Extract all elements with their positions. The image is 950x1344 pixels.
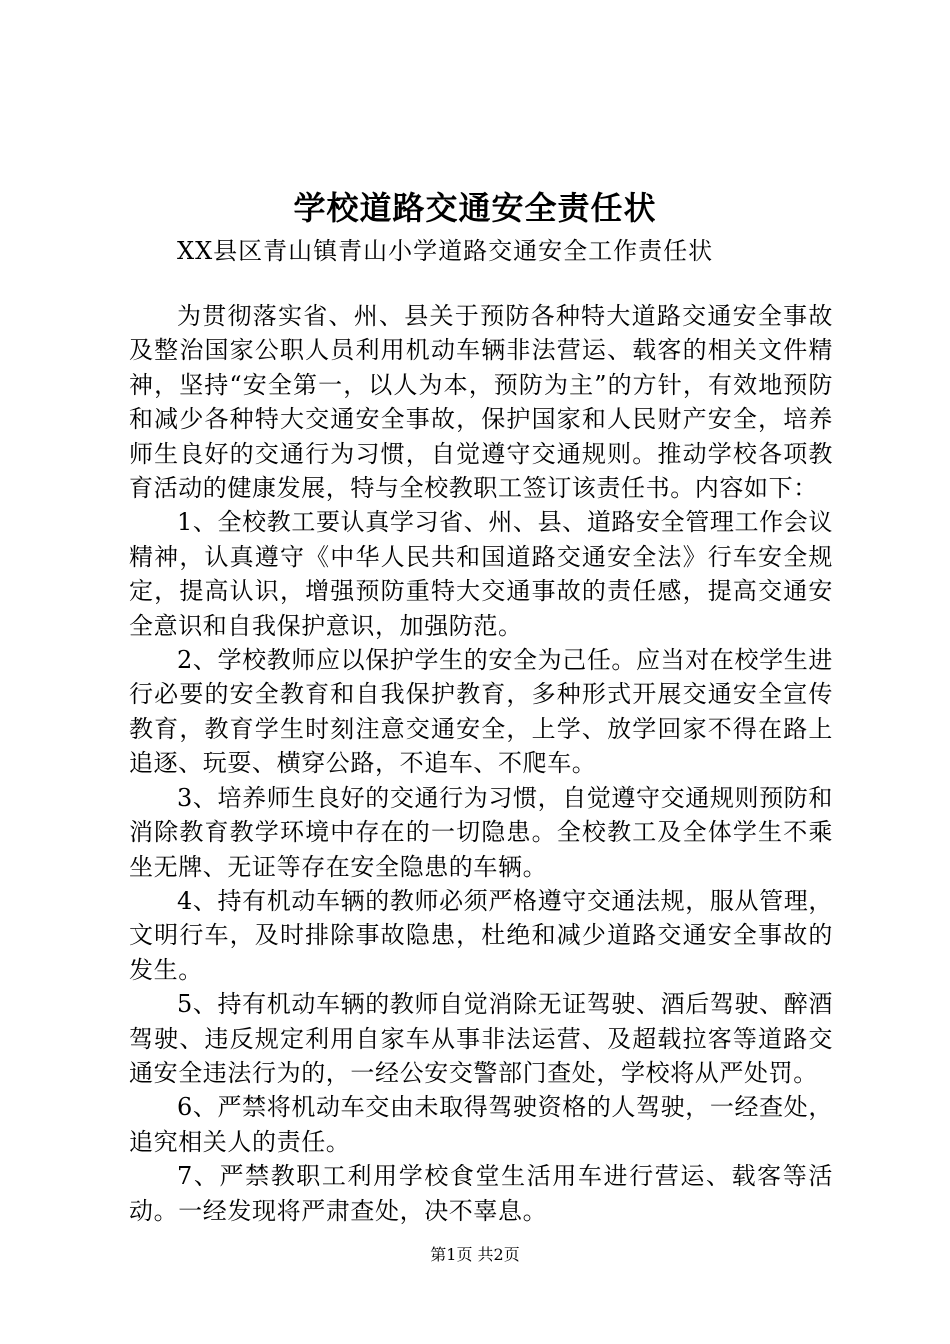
paragraph-item-6: 6、严禁将机动车交由未取得驾驶资格的人驾驶，一经查处，追究相关人的责任。 bbox=[129, 1093, 833, 1156]
paragraph-item-7: 7、严禁教职工利用学校食堂生活用车进行营运、载客等活动。一经发现将严肃查处，决不辜息。 bbox=[129, 1162, 833, 1225]
document-subtitle: XX县区青山镇青山小学道路交通安全工作责任状 bbox=[177, 237, 714, 265]
page-number-footer: 第1页 共2页 bbox=[430, 1245, 520, 1264]
paragraph-intro: 为贯彻落实省、州、县关于预防各种特大道路交通安全事故及整治国家公职人员利用机动车辆非法营运、载客的相关文件精神，坚持“安全第一，以人为本，预防为主”的方针，有效地预防和减少各种特大交通安全事故，保护国家和人民财产安全，培养师生良好的交通行为习惯，自觉遵守交通规则。推动学校各项教育活动的健康发展，特与全校教职工签订该责任书。内容如下： bbox=[129, 302, 833, 503]
paragraph-item-4: 4、持有机动车辆的教师必须严格遵守交通法规，服从管理，文明行车，及时排除事故隐患，杜绝和减少道路交通安全事故的发生。 bbox=[129, 886, 833, 984]
paragraph-item-1: 1、全校教工要认真学习省、州、县、道路安全管理工作会议精神，认真遵守《中华人民共和国道路交通安全法》行车安全规定，提高认识，增强预防重特大交通事故的责任感，提高交通安全意识和自我保护意识，加强防范。 bbox=[129, 508, 833, 640]
paragraph-item-2: 2、学校教师应以保护学生的安全为己任。应当对在校学生进行必要的安全教育和自我保护教育，多种形式开展交通安全宣传教育，教育学生时刻注意交通安全，上学、放学回家不得在路上追逐、玩耍、横穿公路，不追车、不爬车。 bbox=[129, 646, 833, 778]
paragraph-item-5: 5、持有机动车辆的教师自觉消除无证驾驶、酒后驾驶、醉酒驾驶、违反规定利用自家车从事非法运营、及超载拉客等道路交通安全违法行为的，一经公安交警部门查处，学校将从严处罚。 bbox=[129, 990, 833, 1087]
document-title: 学校道路交通安全责任状 bbox=[293, 189, 657, 227]
document-body bbox=[129, 299, 833, 1228]
paragraph-item-3: 3、培养师生良好的交通行为习惯，自觉遵守交通规则预防和消除教育教学环境中存在的一切隐患。全校教工及全体学生不乘坐无牌、无证等存在安全隐患的车辆。 bbox=[129, 783, 833, 881]
